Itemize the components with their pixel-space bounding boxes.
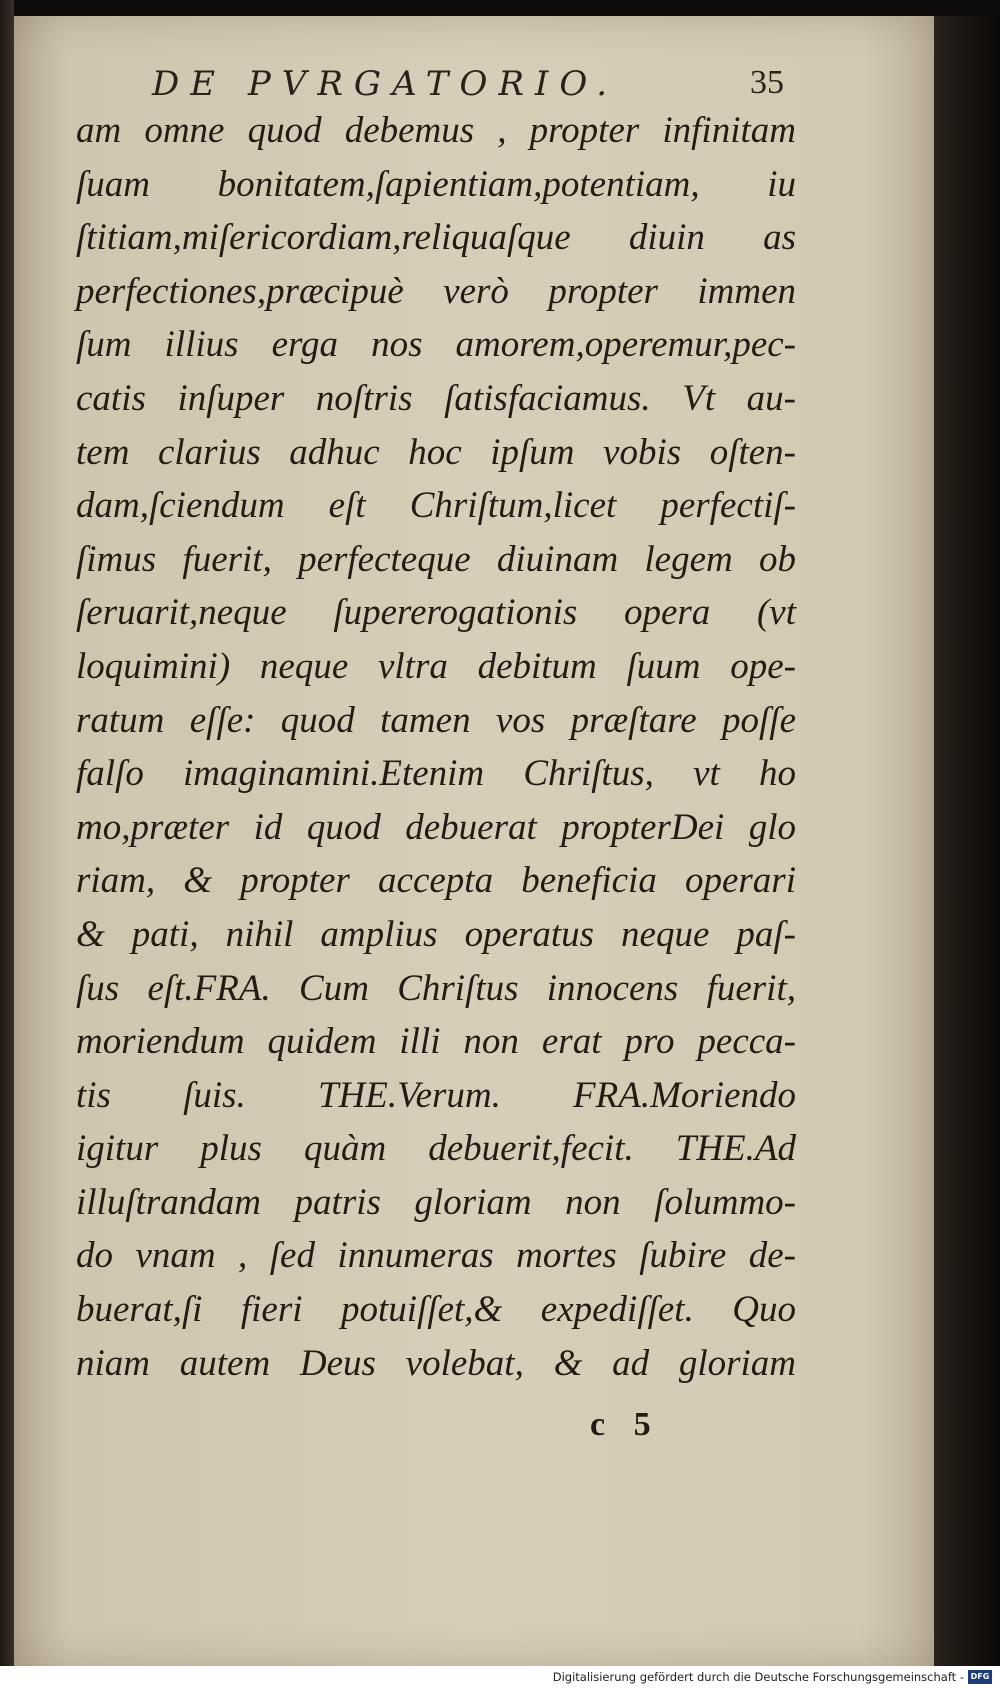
text-line: mo,præter id quod debuerat propterDei glo [76, 806, 796, 848]
text-line: & pati, nihil amplius operatus neque paſ- [76, 913, 796, 955]
text-line: catis inſuper noſtris ſatisfaciamus. Vt au- [76, 377, 796, 419]
text-line: loquimini) neque vltra debitum ſuum ope- [76, 645, 796, 687]
text-line: dam,ſciendum eſt Chriſtum,licet perfectiſ- [76, 485, 796, 527]
text-line: ſum illius erga nos amorem,operemur,pec- [76, 324, 796, 366]
dfg-logo-icon: DFG [968, 1670, 992, 1684]
text-line: riam, & propter accepta beneficia operari [76, 860, 796, 902]
text-line: ſimus fuerit, perfecteque diuinam legem ob [76, 538, 796, 580]
text-line: am omne quod debemus , propter infinitam [76, 110, 796, 151]
text-line: tem clarius adhuc hoc ipſum vobis oſten- [76, 431, 796, 473]
text-line: ſuam bonitatem,ſapientiam,potentiam, iu [76, 163, 796, 205]
signature-mark: c 5 [590, 1406, 651, 1443]
text-line: igitur plus quàm debuerit,fecit. THE.Ad [76, 1128, 796, 1170]
footer-credit: Digitalisierung gefördert durch die Deutsche Forschungsgemeinschaft - [552, 1670, 964, 1684]
text-line: moriendum quidem illi non erat pro pecca- [76, 1021, 796, 1063]
text-line: ſeruarit,neque ſupererogationis opera (vt [76, 592, 796, 634]
running-head: DE PVRGATORIO. [152, 64, 619, 104]
text-line: ſtitiam,miſericordiam,reliquaſque diuin as [76, 217, 796, 259]
scan-background-left [0, 0, 14, 1690]
text-line: perfectiones,præcipuè verò propter immen [76, 270, 796, 312]
body-text [76, 104, 796, 1390]
text-line: illuſtrandam patris gloriam non ſolummo- [76, 1181, 796, 1223]
text-line: tis ſuis. THE.Verum. FRA.Moriendo [76, 1074, 796, 1116]
text-line: ſus eſt.FRA. Cum Chriſtus innocens fuerit, [76, 967, 796, 1009]
text-line: falſo imaginamini.Etenim Chriſtus, vt ho [76, 753, 796, 795]
text-line: buerat,ſi fieri potuiſſet,& expediſſet. Quo [76, 1289, 796, 1331]
text-line: niam autem Deus volebat, & ad gloriam [76, 1342, 796, 1384]
page-number: 35 [750, 64, 784, 101]
text-line: do vnam , ſed innumeras mortes ſubire de- [76, 1235, 796, 1277]
text-line: ratum eſſe: quod tamen vos præſtare poſſe [76, 699, 796, 741]
page-edge-shadow [934, 16, 1000, 1666]
